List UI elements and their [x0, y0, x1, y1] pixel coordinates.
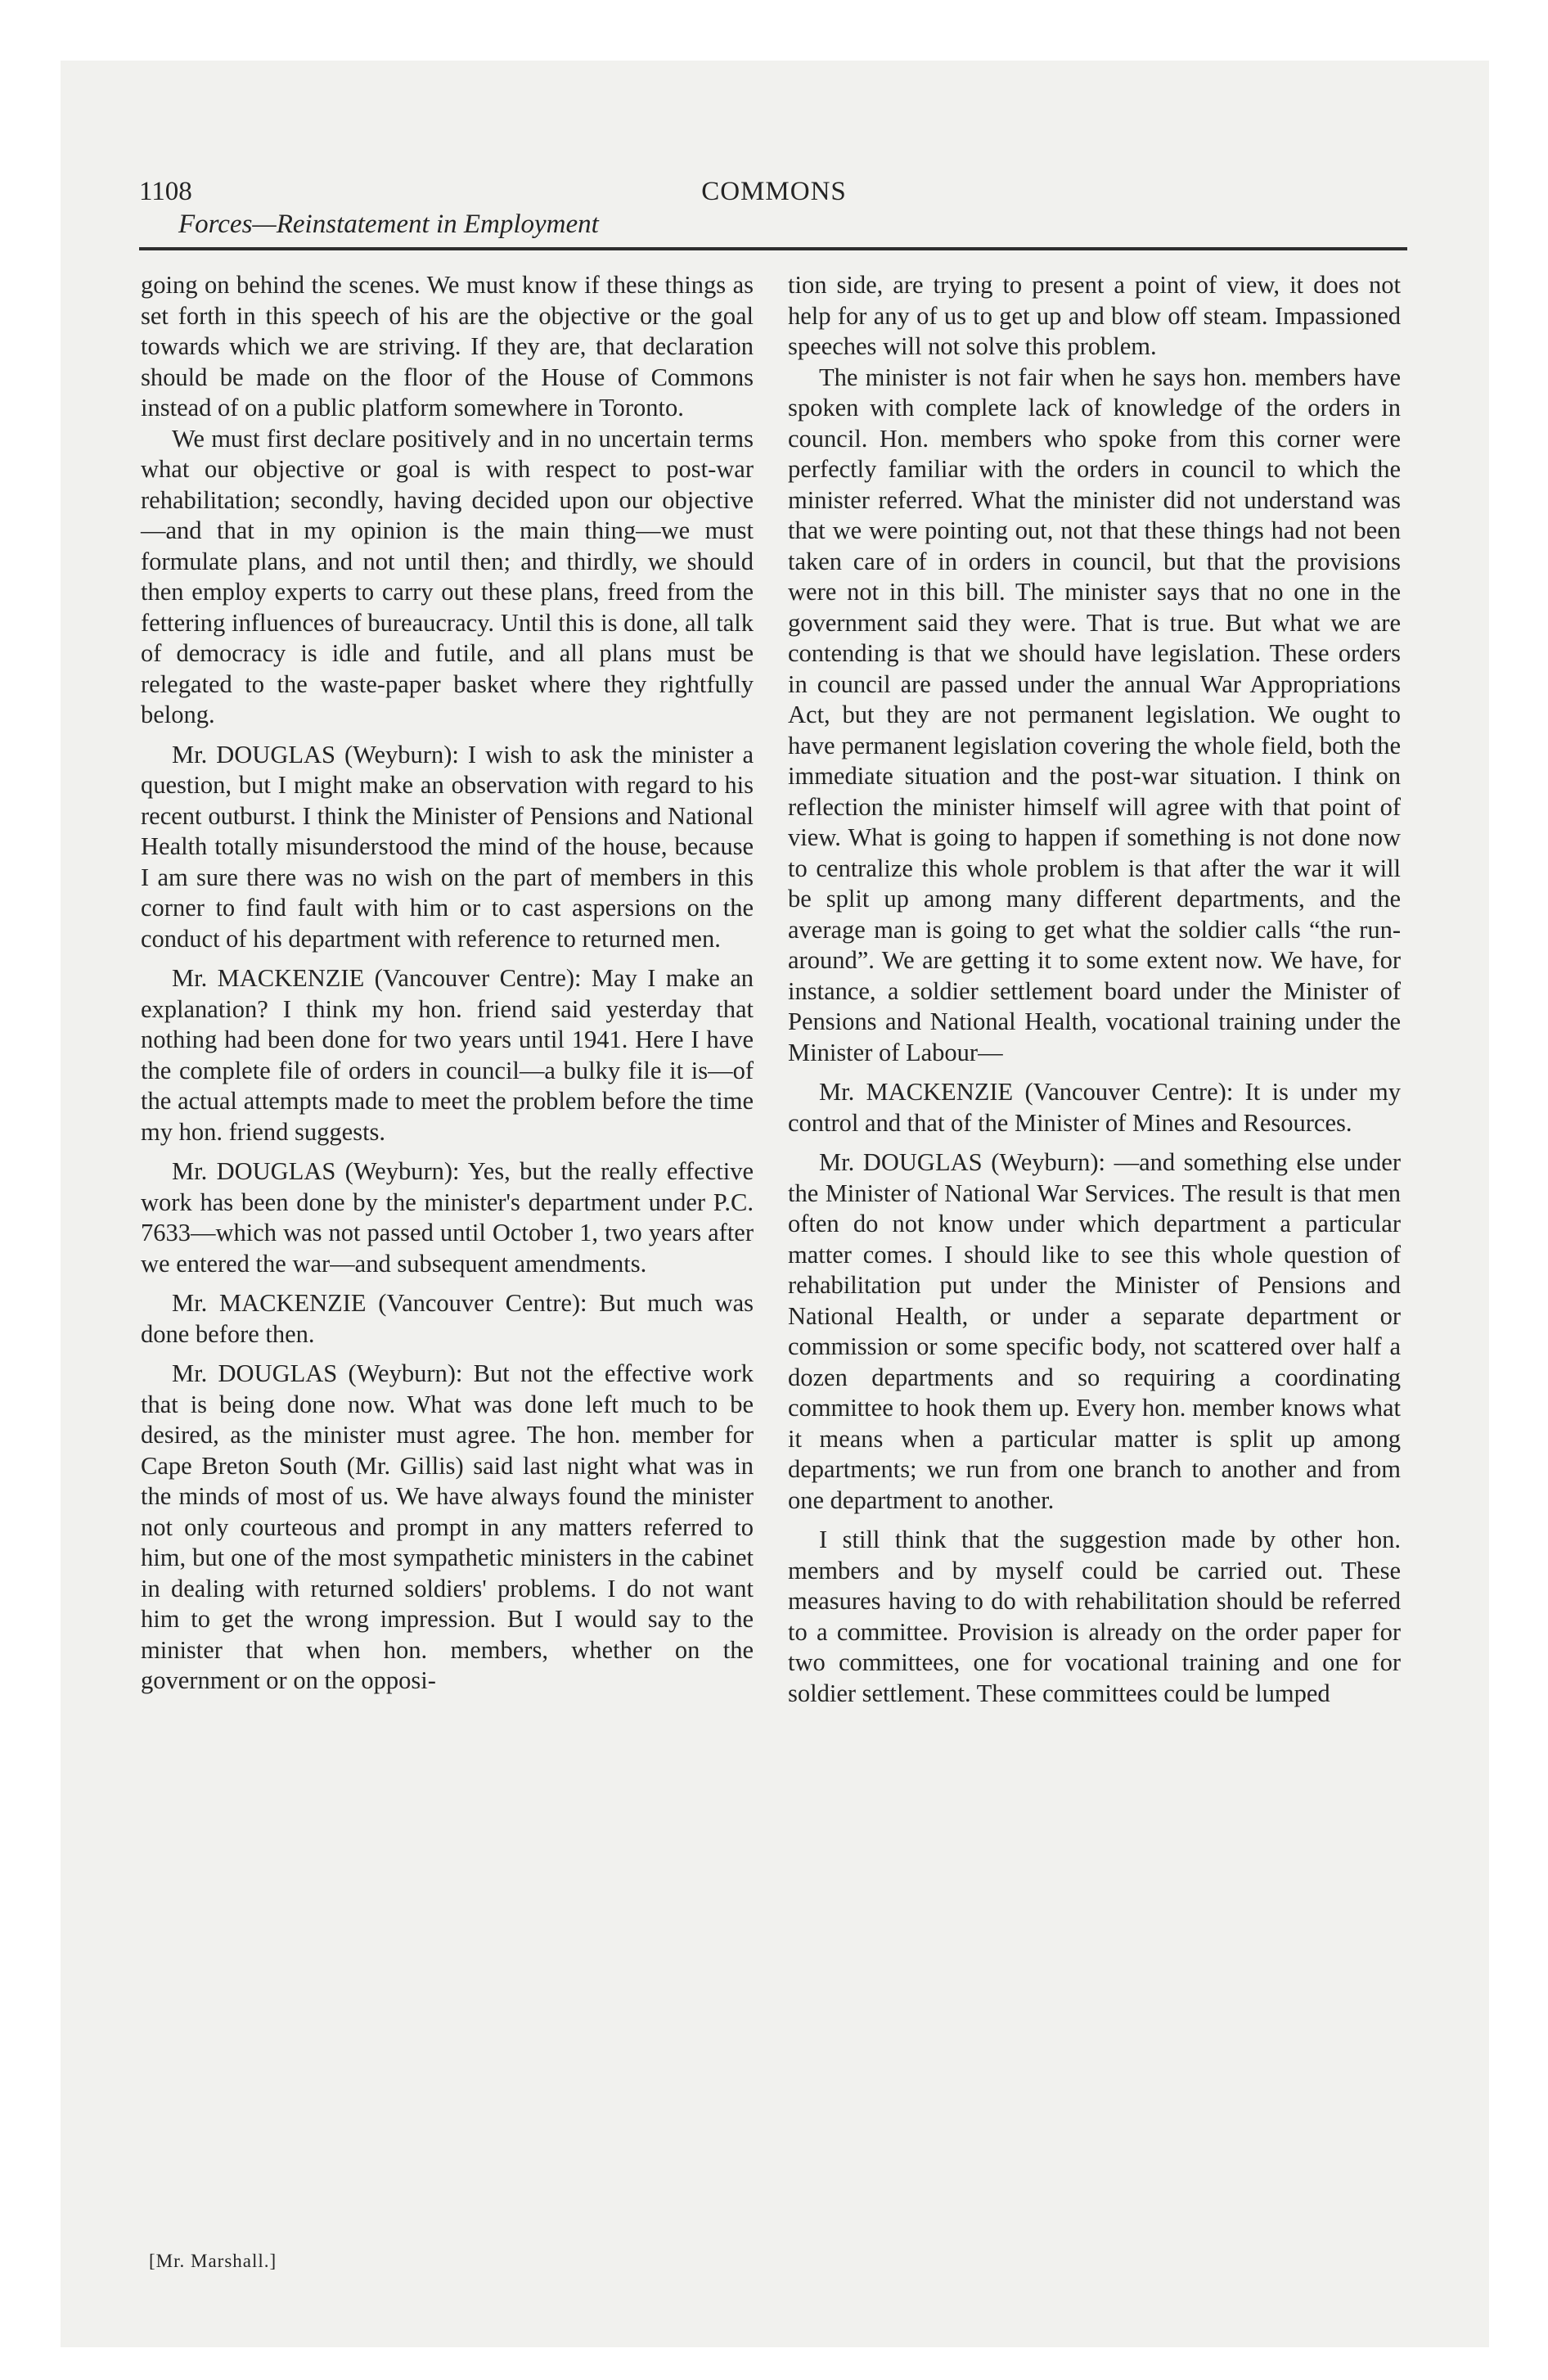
page-number: 1108 [139, 177, 192, 206]
paragraph: Mr. DOUGLAS (Weyburn): Yes, but the really effective work has been done by the minister's department under P.C. 7633—which was not passed until October 1, two years after we entered the war—and subsequent amendments. [141, 1157, 754, 1278]
paragraph: Mr. DOUGLAS (Weyburn): But not the effective work that is being done now. What was done left much to be desired, as the minister must agree. The hon. member for Cape Breton South (Mr. Gillis) said last night what was in the minds of most of us. We have always found the minister not only courteous and prompt in any matters referred to him, but one of the most sympathetic ministers in the cabinet in dealing with returned soldiers' problems. I do not want him to get the wrong impression. But I would say to the minister that when hon. members, whether on the government or on the opposi- [141, 1359, 754, 1694]
paragraph: I still think that the suggestion made by other hon. members and by myself could be carried out. These measures having to do with rehabilitation should be referred to a committee. Provision is already on the order paper for two committees, one for vocational training and one for soldier settlement. These committees could be lumped [788, 1526, 1401, 1707]
paragraph: tion side, are trying to present a point of view, it does not help for any of us to get up and blow off steam. Impassioned speeches will not solve this problem. [788, 271, 1401, 360]
paragraph: Mr. DOUGLAS (Weyburn): I wish to ask the minister a question, but I might make an observation with regard to his recent outburst. I think the Minister of Pensions and National Health totally misunderstood the mind of the house, because I am sure there was no wish on the part of members in this corner to find fault with him or to cast aspersions on the conduct of his department with reference to returned men. [141, 740, 754, 953]
left-column [141, 270, 754, 1697]
paragraph: We must first declare positively and in no uncertain terms what our objective or goal is with respect to post-war rehabilitation; secondly, having decided upon our objective—and that in my opinion is the main thing—we must formulate plans, and not until then; and thirdly, we should then employ experts to carry out these plans, freed from the fettering influences of bureaucracy. Until this is done, all talk of democracy is idle and futile, and all plans must be relegated to the waste-paper basket where they rightfully belong. [141, 424, 754, 728]
paragraph: Mr. MACKENZIE (Vancouver Centre): But much was done before then. [141, 1289, 754, 1348]
paragraph: The minister is not fair when he says hon. members have spoken with complete lack of knowledge of the orders in council. Hon. members who spoke from this corner were perfectly familiar with the orders in council to which the minister referred. What the minister did not understand was that we were pointing out, not that these things had not been taken care of in orders in council, but that the provisions were not in this bill. The minister says that no one in the government said they were. That is true. But what we are contending is that we should have legislation. These orders in council are passed under the annual War Appropriations Act, but they are not permanent legislation. We ought to have permanent legislation covering the whole field, both the immediate situation and the post-war situation. I think on reflection the minister himself will agree with that point of view. What is going to happen if something is not done now to centralize this whole problem is that after the war it will be split up among many different departments, and the average man is going to get what the soldier calls “the run-around”. We are getting it to some extent now. We have, for instance, a soldier settlement board under the Minister of Pensions and National Health, vocational training under the Minister of Labour— [788, 363, 1401, 1066]
running-head: COMMONS [701, 177, 847, 206]
paragraph: going on behind the scenes. We must know if these things as set forth in this speech of his are the objective or the goal towards which we are striving. If they are, that declaration should be made on the floor of the House of Commons instead of on a public platform somewhere in Toronto. [141, 271, 754, 421]
section-title: Forces—Reinstatement in Employment [178, 210, 599, 239]
paragraph: Mr. MACKENZIE (Vancouver Centre): May I make an explanation? I think my hon. friend said yesterday that nothing had been done for two years until 1941. Here I have the complete file of orders in council—a bulky file it is—of the actual attempts made to meet the problem before the time my hon. friend suggests. [141, 964, 754, 1146]
header-rule [139, 247, 1407, 250]
speaker-footnote: [Mr. Marshall.] [149, 2251, 277, 2271]
paragraph: Mr. MACKENZIE (Vancouver Centre): It is under my control and that of the Minister of Mines and Resources. [788, 1078, 1401, 1137]
paragraph: Mr. DOUGLAS (Weyburn): —and something else under the Minister of National War Services. The result is that men often do not know under which department a particular matter comes. I should like to see this whole question of rehabilitation put under the Minister of Pensions and National Health, or under a separate department or commission or some specific body, not scattered over half a dozen departments and so requiring a coordinating committee to hook them up. Every hon. member knows what it means when a particular matter is split up among departments; we run from one branch to another and from one department to another. [788, 1148, 1401, 1514]
right-column [788, 270, 1401, 1709]
